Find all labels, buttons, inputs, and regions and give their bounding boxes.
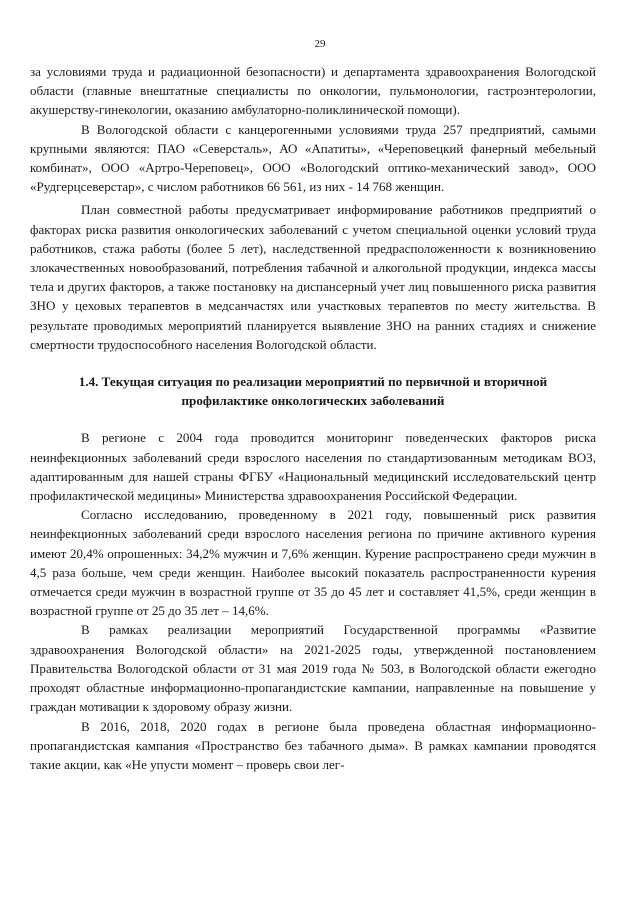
paragraph: В рамках реализации мероприятий Государственной программы «Развитие здравоохранения Вологодской области» на 2021-2025 годы, утвержденной постановлением Правительства Вологодской области от 31 мая 2019 года № 503, в Вологодской области ежегодно проходят областные информационно-пропагандистские кампании, направленные на повышение у граждан мотивации к здоровому образу жизни. [30, 622, 596, 715]
section-heading: 1.4. Текущая ситуация по реализации мероприятий по первичной и вторичной профилактике онкологических заболеваний [78, 374, 548, 409]
paragraph: за условиями труда и радиационной безопасности) и департамента здравоохранения Вологодской области (главные внештатные специалисты по онкологии, пульмонологии, гастроэнтерологии, акушерству-гинекологии, оказанию амбулаторно-поликлинической помощи). [30, 64, 596, 118]
paragraph: В Вологодской области с канцерогенными условиями труда 257 предприятий, самыми крупными являются: ПАО «Северсталь», АО «Апатиты», «Череповецкий фанерный мебельный комбинат», ООО «Артро-Череповец», ООО «Вологодский оптико-механический завод», ООО «Рудгерцсеверстар», с числом работников 66 561, из них - 14 768 женщин. [30, 121, 596, 195]
paragraph: План совместной работы предусматривает информирование работников предприятий о факторах риска развития онкологических заболеваний с учетом специальной оценки условий труда работников, стажа работы (более 5 лет), наследственной предрасположенности к возникновению злокачественных новообразований, потребления табачной и алкогольной продукции, индекса массы тела и других факторов, а также постановку на диспансерный учет лиц повышенного риска развития ЗНО у цеховых терапевтов в медсанчастях или участковых терапевтов по месту жительства. В результате проводимых мероприятий планируется выявление ЗНО на ранних стадиях и снижение смертности трудоспособного населения Вологодской области. [30, 202, 596, 352]
page-number: 29 [314, 38, 326, 50]
paragraph: В 2016, 2018, 2020 годах в регионе была проведена областная информационно-пропагандистская кампания «Пространство без табачного дыма». В рамках кампании проводятся такие акции, как «Не упусти момент – проверь свои лег- [30, 718, 596, 772]
paragraph: Согласно исследованию, проведенному в 2021 году, повышенный риск развития неинфекционных заболеваний среди взрослого населения региона по причине активного курения имеют 20,4% опрошенных: 34,2% мужчин и 7,6% женщин. Курение распространено среди мужчин в 4,5 раза больше, чем среди женщин. Наиболее высокий показатель распространенности курения отмечается среди мужчин в возрастной группе от 35 до 45 лет и составляет 41,5%, среди женщин в возрастной группе от 25 до 35 лет – 14,6%. [30, 507, 596, 619]
document-body [30, 62, 596, 774]
paragraph: В регионе с 2004 года проводится мониторинг поведенческих факторов риска неинфекционных заболеваний среди взрослого населения по стандартизованным методикам ВОЗ, адаптированным для нашей страны ФГБУ «Национальный медицинский исследовательский центр профилактической медицины» Министерства здравоохранения Российской Федерации. [30, 430, 596, 504]
